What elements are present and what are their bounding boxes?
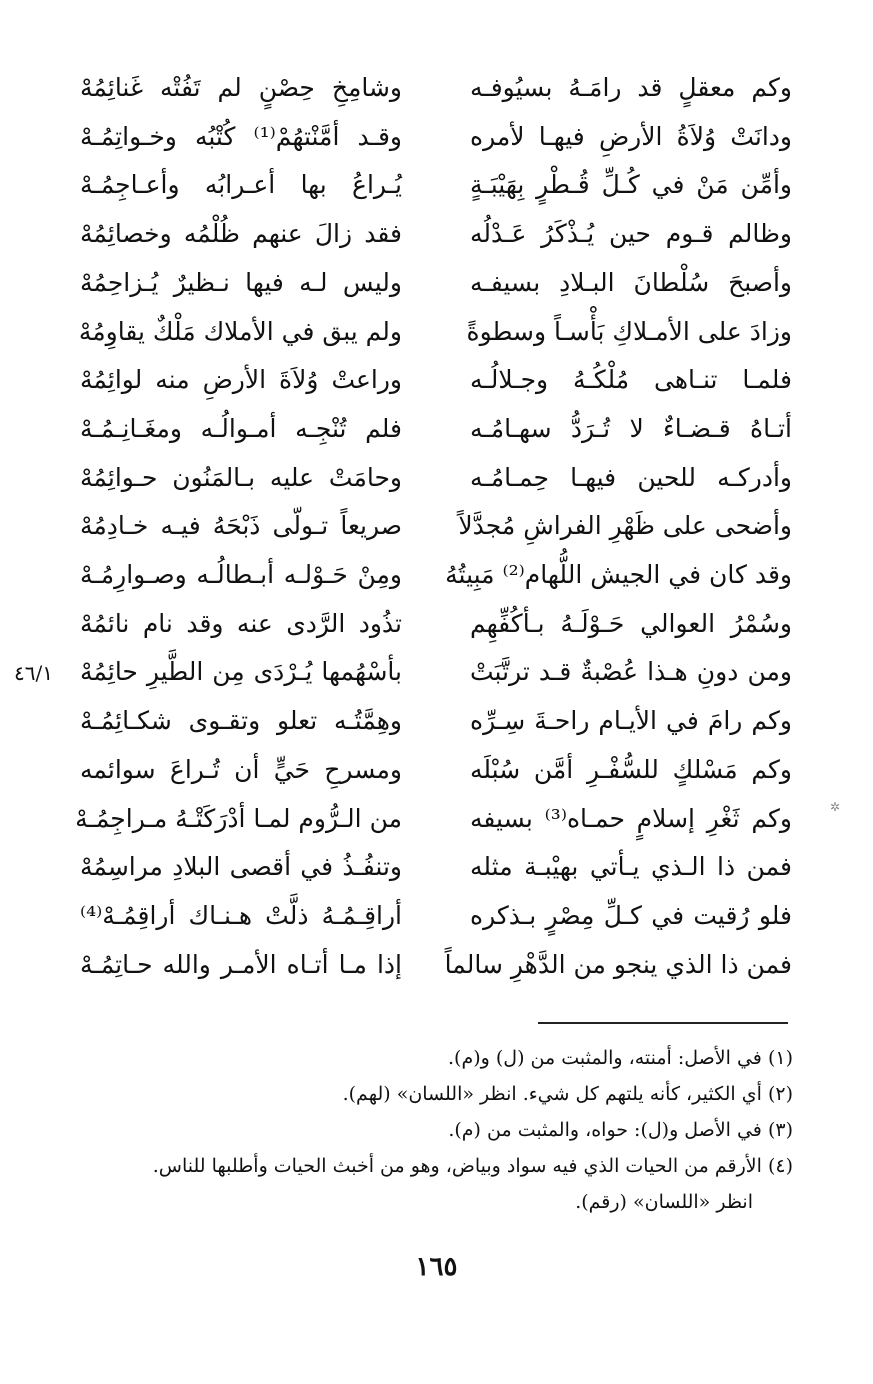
verse	[80, 892, 792, 939]
verse	[80, 454, 792, 501]
verse	[80, 405, 792, 452]
second-hemistich: صريعاً تـولّى ذَبْحَهُ فيـه خـادِمُهْ	[80, 511, 402, 541]
verse	[80, 161, 792, 208]
first-hemistich: وأمِّن مَنْ في كُـلِّ قُـطْرٍ بِهَيْبَـةٍ	[470, 170, 792, 200]
second-hemistich: تذُود الرَّدى عنه وقد نام نائمُهْ	[80, 608, 402, 638]
first-hemistich: وكم ثَغْرِ إسلامٍ حمـاه⁽³⁾ بسيفه	[470, 803, 792, 833]
verse	[80, 308, 792, 355]
footnote-continuation: انظر «اللسان» (رقم).	[575, 1191, 753, 1213]
verse	[80, 600, 792, 647]
footnote-marker: (٣)	[767, 1119, 793, 1141]
first-hemistich: وأضحى على ظَهْرِ الفراشِ مُجدَّلاً	[458, 511, 792, 541]
second-hemistich: وليس لـه فيها نـظيرٌ يُـزاحِمُهْ	[80, 267, 402, 297]
first-hemistich: وكم معقلٍ قد رامَـهُ بسيُوفـه	[470, 73, 792, 102]
second-hemistich: وتنفُـذُ في أقصى البلادِ مراسِمُهْ	[80, 852, 402, 882]
second-hemistich: من الـرُّوم لمـا أدْرَكَتْـهُ مـراجِمُـهْ	[75, 803, 402, 833]
second-hemistich: بأسْهُمها يُـرْدَى مِن الطَّيرِ حائِمُهْ	[80, 657, 402, 687]
verse	[80, 941, 792, 988]
footnote-text: الأرقم من الحيات الذي فيه سواد وبياض، وهو من أخبث الحيات وأطلبها للناس.	[152, 1155, 762, 1177]
footnote	[73, 1148, 793, 1184]
first-hemistich: ومن دونِ هـذا عُصْبةٌ قـد ترتَّبَتْ	[470, 657, 792, 687]
verse	[80, 210, 792, 257]
verse	[80, 551, 792, 598]
first-hemistich: وسُمْرُ العوالي حَـوْلَـهُ بـأكُفِّهِم	[470, 608, 792, 638]
footnote	[73, 1112, 793, 1148]
first-hemistich: وزادَ على الأمـلاكِ بَأْسـاً وسطوةً	[466, 316, 792, 346]
first-hemistich: وقد كان في الجيش اللُّهام⁽²⁾ مَبِيتُهُ	[445, 560, 792, 589]
verse	[80, 113, 792, 160]
second-hemistich: فقد زالَ عنهم ظُلْمُه وخصائِمُهْ	[80, 219, 402, 249]
first-hemistich: وأدركـه للحين فيهـا حِمـامُـه	[470, 462, 792, 492]
margin-reference: ٤٦/١	[14, 661, 53, 685]
verse	[80, 843, 792, 890]
verse	[80, 259, 792, 306]
second-hemistich: وراعتْ وُلاَةَ الأرضِ منه لوائِمُهْ	[80, 365, 402, 395]
footnotes	[73, 1040, 793, 1220]
first-hemistich: ودانَتْ وُلاَةُ الأرضِ فيهـا لأمره	[470, 121, 792, 151]
verse	[80, 356, 792, 403]
footnote-text: في الأصل و(ل): حواه، والمثبت من (م).	[448, 1119, 762, 1141]
first-hemistich: فلمـا تنـاهى مُلْكُـهُ وجـلالُـه	[470, 365, 792, 395]
verse	[80, 64, 792, 111]
second-hemistich: وقـد أمَّنْتهُمْ⁽¹⁾ كُتْبُه وخـواتِمُـهْ	[80, 121, 402, 151]
footnote-marker: (١)	[767, 1047, 793, 1069]
first-hemistich: أتـاهُ قـضـاءٌ لا تُـرَدُّ سهـامُـه	[470, 413, 792, 443]
second-hemistich: ومِنْ حَـوْلـه أبـطالُـه وصـوارِمُـهْ	[80, 560, 402, 589]
second-hemistich: وشامِخِ حِصْنٍ لم تَفُتْه غَنائِمُهْ	[80, 73, 402, 102]
page-number: ١٦٥	[415, 1252, 458, 1282]
first-hemistich: وكم مَسْلكٍ للسُّفْـرِ أمَّن سُبْلَه	[470, 754, 792, 784]
second-hemistich: ولم يبق في الأملاك مَلْكٌ يقاوِمُهْ	[78, 316, 402, 346]
verse	[80, 648, 792, 695]
footnote-text: أي الكثير، كأنه يلتهم كل شيء. انظر «اللسان» (لهم).	[342, 1083, 762, 1105]
scan-speck: ✲	[830, 800, 841, 814]
second-hemistich: يُـراعُ بها أعـرابُه وأعـاجِمُـهْ	[80, 170, 402, 200]
first-hemistich: وظالم قـوم حين يُـذْكَرُ عَـدْلُه	[470, 219, 792, 249]
second-hemistich: فلم تُنْجِـه أمـوالُـه ومغَـانِـمُـهْ	[80, 413, 402, 443]
footnote	[73, 1076, 793, 1112]
verse	[80, 502, 792, 549]
second-hemistich: ومسرحِ حَيٍّ أن تُـراعَ سوائمه	[80, 754, 402, 784]
first-hemistich: فلو رُقيت في كـلِّ مِصْرٍ بـذكره	[470, 900, 792, 930]
second-hemistich: أراقِـمُـهُ ذلَّتْ هـنـاك أراقِمُـهْ⁽⁴⁾	[80, 900, 402, 930]
verse	[80, 697, 792, 744]
first-hemistich: فمن ذا الـذي يـأتي بهيْبـة مثله	[470, 852, 792, 882]
first-hemistich: فمن ذا الذي ينجو من الدَّهْرِ سالماً	[444, 949, 792, 979]
verse	[75, 795, 792, 842]
footnote-separator	[538, 1022, 788, 1024]
poem-block	[75, 64, 792, 989]
footnote	[73, 1040, 793, 1076]
footnote-marker: (٤)	[767, 1155, 793, 1177]
first-hemistich: وكم رامَ في الأيـام راحـةَ سِـرِّه	[470, 706, 792, 736]
footnote-marker: (٢)	[767, 1083, 793, 1105]
second-hemistich: وهِمَّتُـه تعلو وتقـوى شكـائِمُـهْ	[80, 706, 402, 736]
footnote-text: في الأصل: أمنته، والمثبت من (ل) و(م).	[448, 1047, 762, 1069]
second-hemistich: إذا مـا أتـاه الأمـر والله حـاتِمُـهْ	[80, 949, 402, 979]
first-hemistich: وأصبحَ سُلْطانَ البـلادِ بسيفـه	[470, 267, 792, 297]
verse	[80, 746, 792, 793]
second-hemistich: وحامَتْ عليه بـالمَنُون حـوائِمُهْ	[80, 462, 402, 492]
